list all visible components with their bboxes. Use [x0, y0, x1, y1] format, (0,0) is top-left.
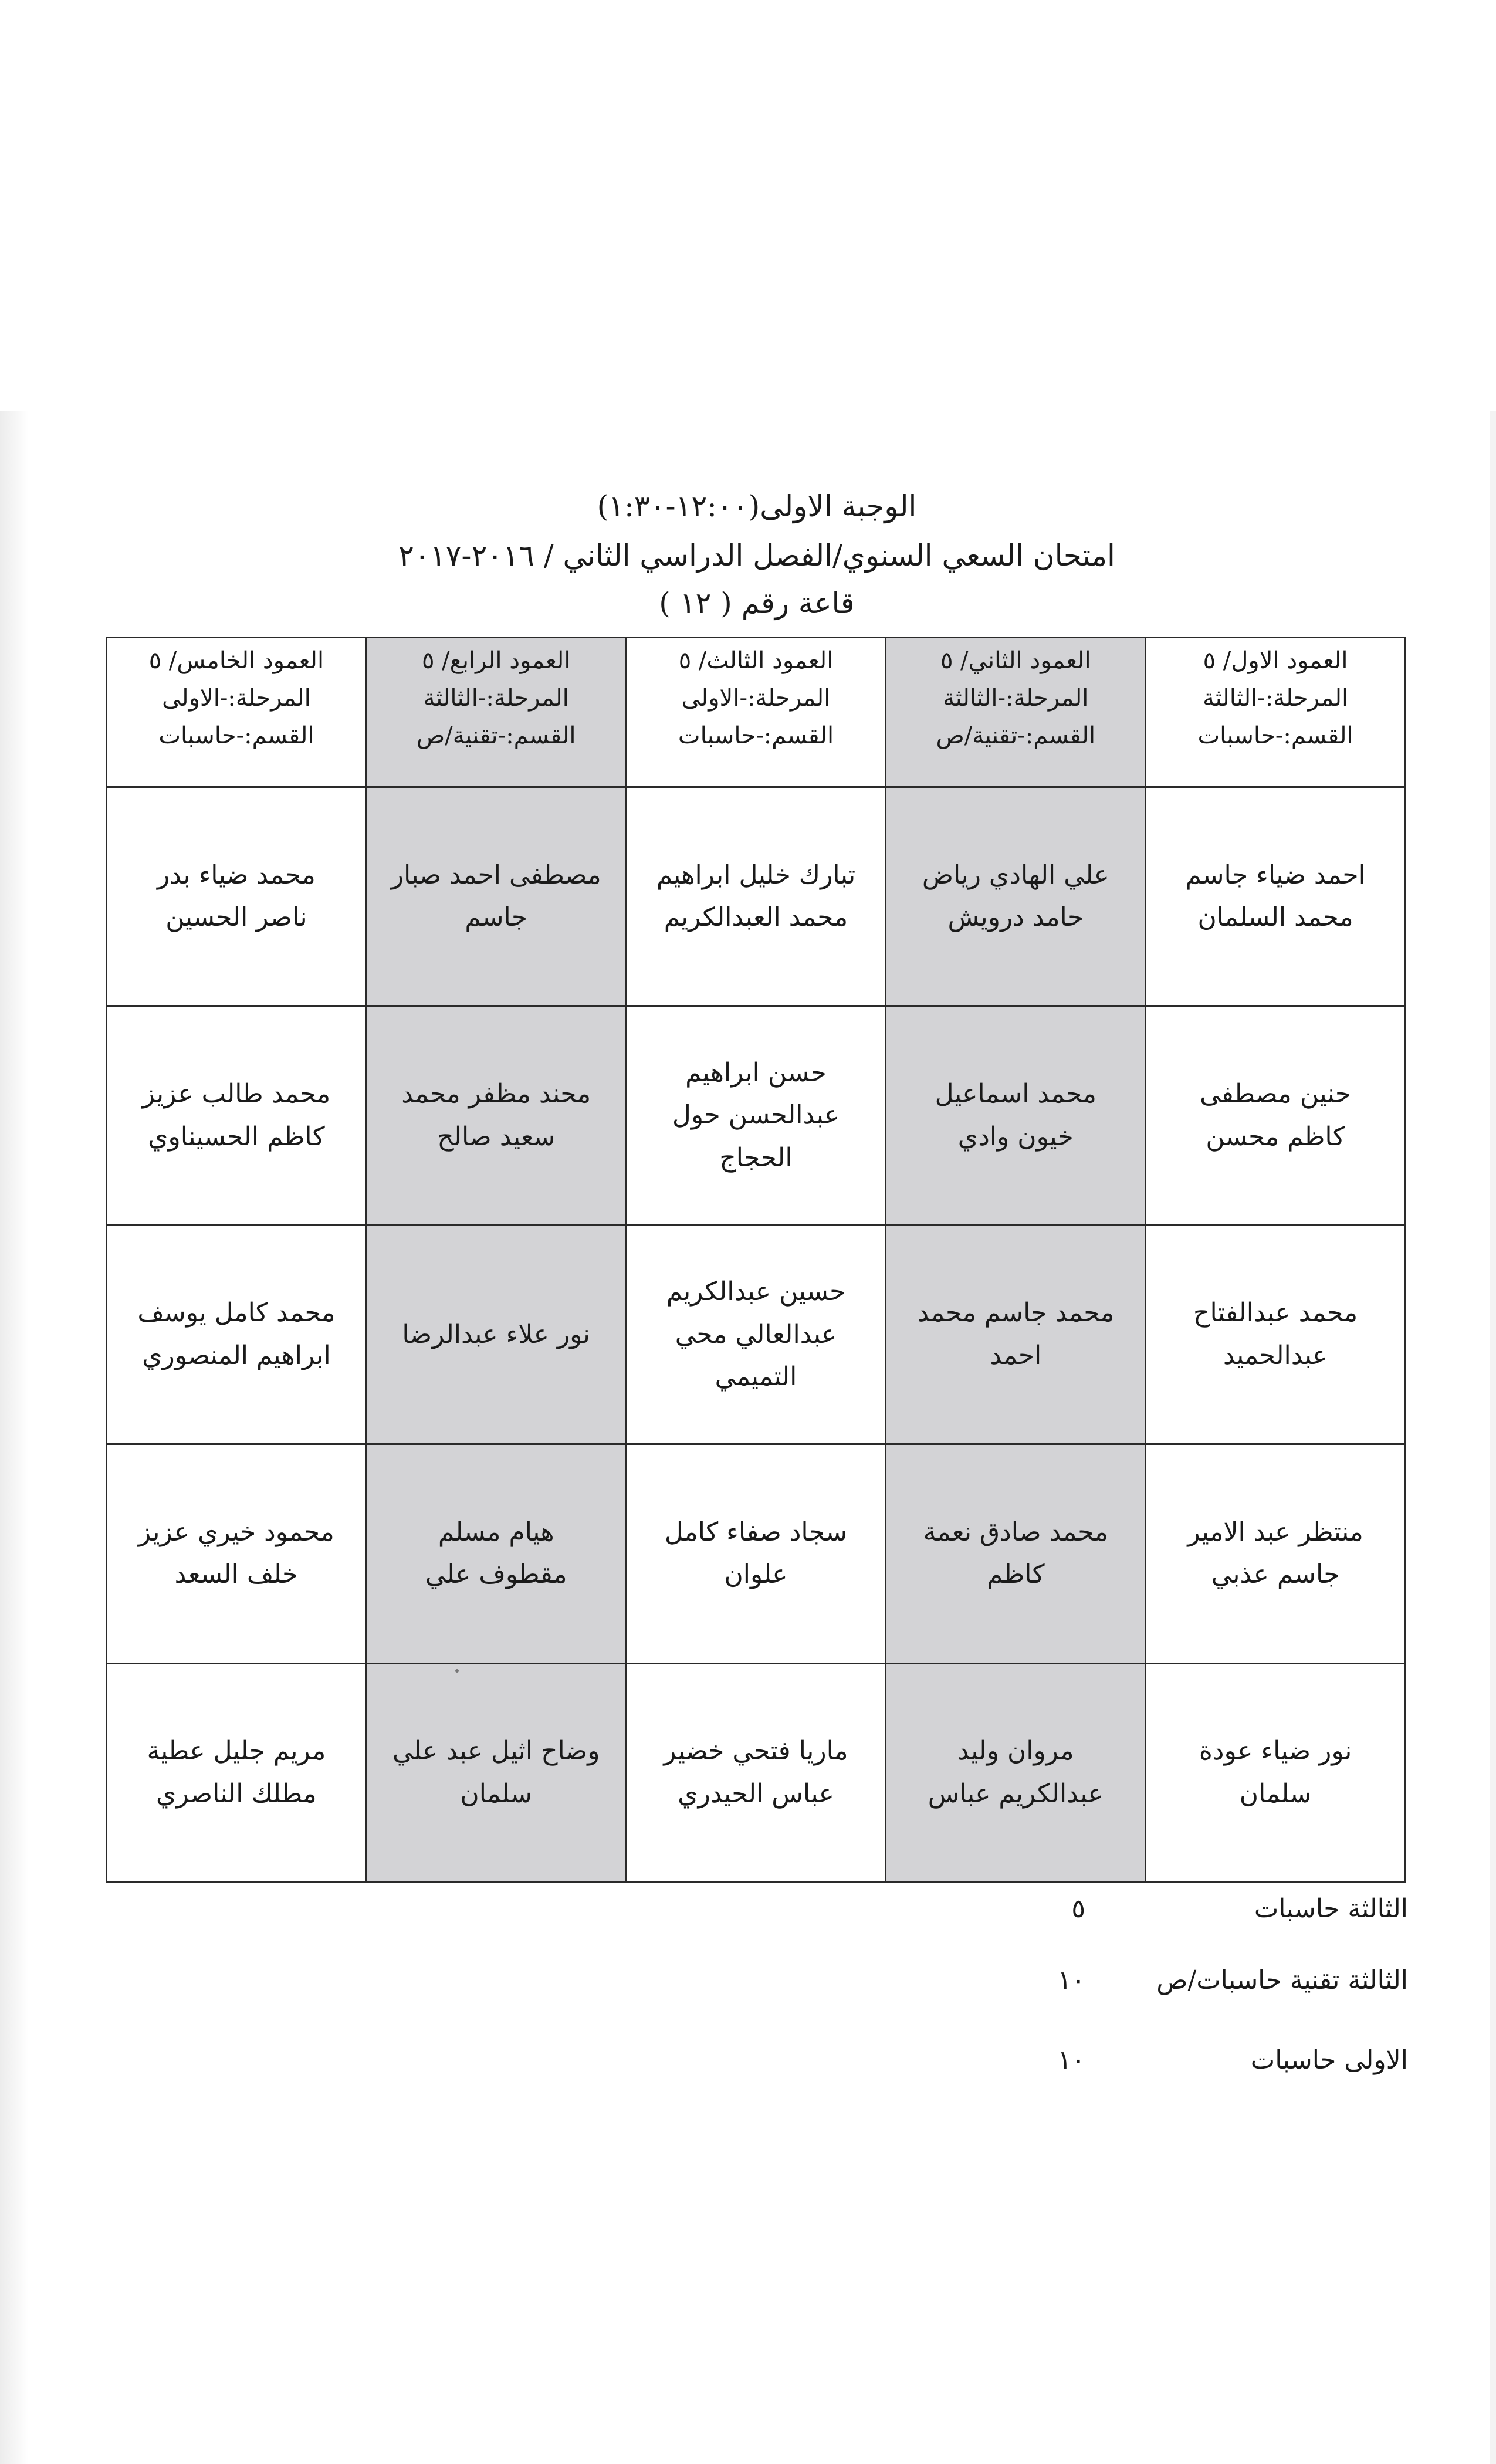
- table-row: [107, 1006, 1406, 1225]
- student-cell: محمد طالب عزيز كاظم الحسيناوي: [107, 1006, 367, 1225]
- student-cell: وضاح اثيل عبد علي سلمان: [366, 1663, 626, 1882]
- student-cell: حسن ابراهيم عبدالحسن حول الحجاج: [626, 1006, 886, 1225]
- student-cell: مريم جليل عطية مطلك الناصري: [107, 1663, 367, 1882]
- table-row: [107, 1225, 1406, 1444]
- column-header-4: [366, 638, 626, 787]
- summary-line: [939, 2045, 1408, 2080]
- column-title: العمود الرابع/ ٥: [421, 647, 571, 674]
- table-row: [107, 787, 1406, 1006]
- student-cell: منتظر عبد الامير جاسم عذبي: [1146, 1444, 1406, 1663]
- student-cell: حنين مصطفى كاظم محسن: [1146, 1006, 1406, 1225]
- table-row: [107, 1663, 1406, 1882]
- student-cell: احمد ضياء جاسم محمد السلمان: [1146, 787, 1406, 1006]
- column-stage: المرحلة:-الثالثة: [423, 685, 569, 712]
- column-title: العمود الخامس/ ٥: [148, 647, 324, 674]
- student-cell: محمد اسماعيل خيون وادي: [886, 1006, 1146, 1225]
- summary-count: ١٠: [1057, 1965, 1085, 1995]
- student-cell: نور ضياء عودة سلمان: [1146, 1663, 1406, 1882]
- column-stage: المرحلة:-الاولى: [162, 685, 311, 712]
- column-stage: المرحلة:-الثالثة: [1203, 685, 1349, 712]
- seating-table: [106, 637, 1406, 1883]
- student-cell: محمد صادق نعمة كاظم: [886, 1444, 1146, 1663]
- column-stage: المرحلة:-الثالثة: [943, 685, 1089, 712]
- column-header-1: [1146, 638, 1406, 787]
- student-cell: سجاد صفاء كامل علوان: [626, 1444, 886, 1663]
- scan-speck: [455, 1669, 459, 1673]
- scan-edge-left: [0, 411, 28, 2464]
- column-header-3: [626, 638, 886, 787]
- summary-line: [939, 1894, 1408, 1929]
- student-cell: محمد كامل يوسف ابراهيم المنصوري: [107, 1225, 367, 1444]
- session-title: الوجبة الاولى(١٢:٠٠-١:٣٠): [597, 489, 917, 523]
- column-header-2: [886, 638, 1146, 787]
- hall-number: قاعة رقم ( ١٢ ): [659, 586, 855, 620]
- student-cell: محمد ضياء بدر ناصر الحسين: [107, 787, 367, 1006]
- column-dept: القسم:-حاسبات: [678, 722, 834, 749]
- student-cell: حسين عبدالكريم عبدالعالي محي التميمي: [626, 1225, 886, 1444]
- summary-count: ٥: [1071, 1894, 1085, 1924]
- summary-label: الثالثة تقنية حاسبات/ص: [1156, 1965, 1408, 1995]
- column-title: العمود الثالث/ ٥: [678, 647, 834, 674]
- summary-count: ١٠: [1057, 2045, 1085, 2075]
- summary-label: الثالثة حاسبات: [1254, 1894, 1408, 1924]
- student-cell: نور علاء عبدالرضا: [366, 1225, 626, 1444]
- student-cell: محند مظفر محمد سعيد صالح: [366, 1006, 626, 1225]
- summary-line: [939, 1965, 1408, 2001]
- student-cell: تبارك خليل ابراهيم محمد العبدالكريم: [626, 787, 886, 1006]
- column-dept: القسم:-حاسبات: [158, 722, 314, 749]
- column-title: العمود الاول/ ٥: [1203, 647, 1348, 674]
- column-title: العمود الثاني/ ٥: [940, 647, 1091, 674]
- column-header-row: [107, 638, 1406, 787]
- scan-edge-right: [1490, 411, 1496, 2464]
- column-dept: القسم:-حاسبات: [1197, 722, 1353, 749]
- student-cell: ماريا فتحي خضير عباس الحيدري: [626, 1663, 886, 1882]
- column-dept: القسم:-تقنية/ص: [416, 722, 576, 749]
- summary-label: الاولى حاسبات: [1250, 2045, 1408, 2075]
- student-cell: محمود خيري عزيز خلف السعد: [107, 1444, 367, 1663]
- column-dept: القسم:-تقنية/ص: [936, 722, 1096, 749]
- student-cell: محمد عبدالفتاح عبدالحميد: [1146, 1225, 1406, 1444]
- student-cell: علي الهادي رياض حامد درويش: [886, 787, 1146, 1006]
- student-cell: هيام مسلم مقطوف علي: [366, 1444, 626, 1663]
- column-header-5: [107, 638, 367, 787]
- column-stage: المرحلة:-الاولى: [681, 685, 831, 712]
- student-cell: محمد جاسم محمد احمد: [886, 1225, 1146, 1444]
- student-cell: مصطفى احمد صبار جاسم: [366, 787, 626, 1006]
- table-row: [107, 1444, 1406, 1663]
- student-cell: مروان وليد عبدالكريم عباس: [886, 1663, 1146, 1882]
- exam-title: امتحان السعي السنوي/الفصل الدراسي الثاني / ٢٠١٦-٢٠١٧: [398, 539, 1115, 573]
